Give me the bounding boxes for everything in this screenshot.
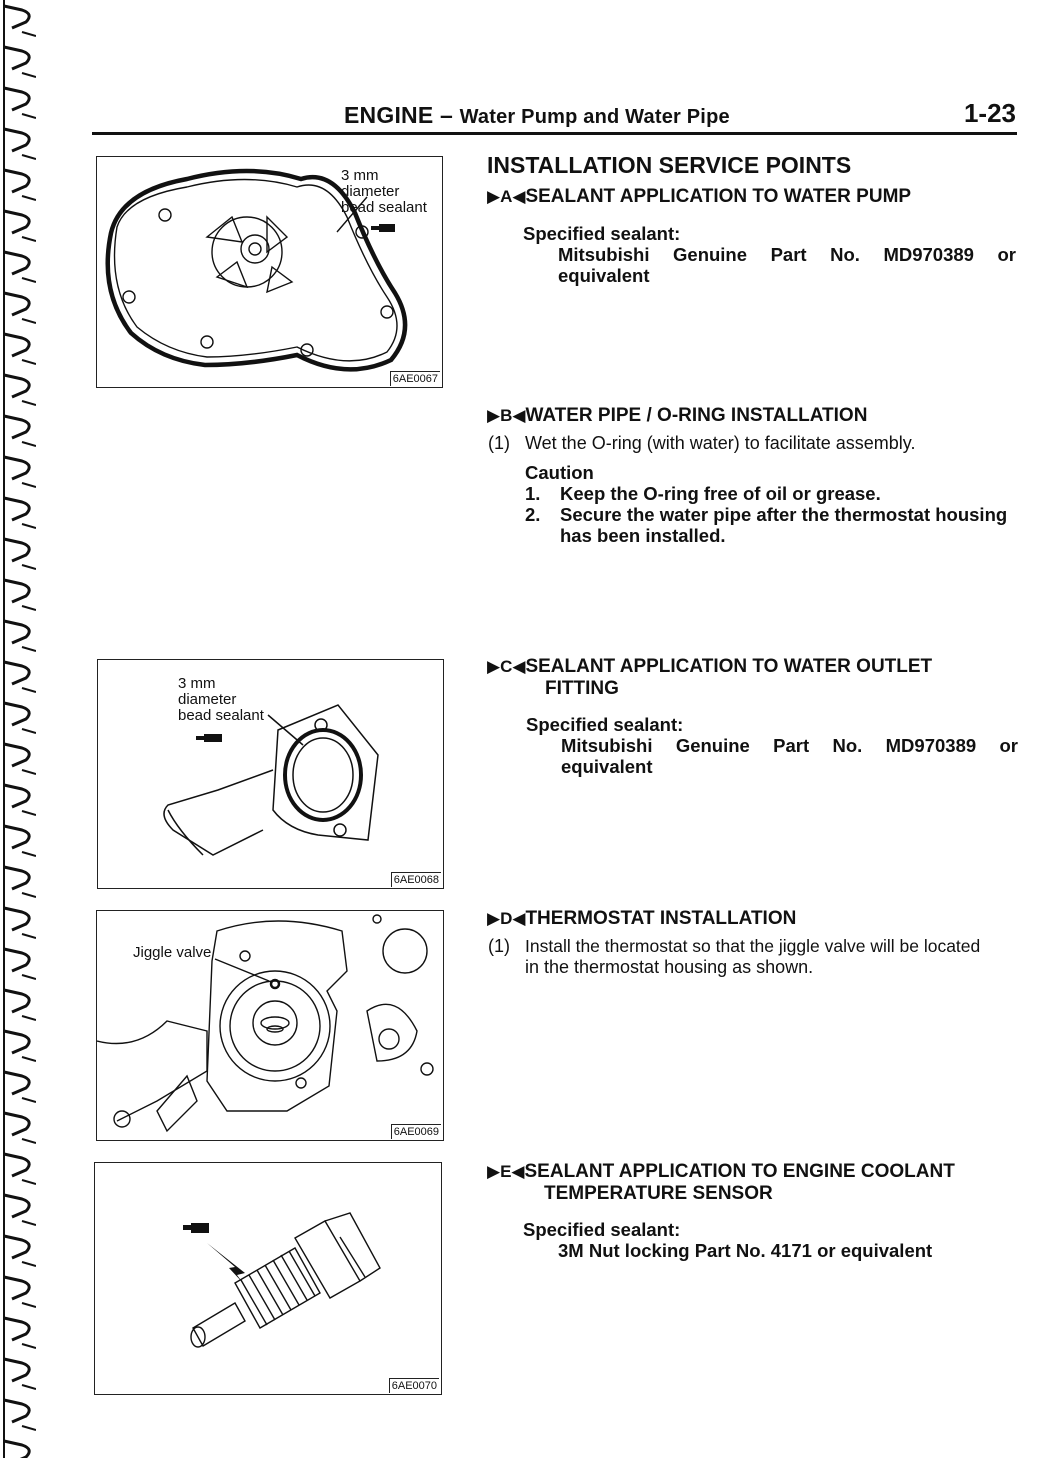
section-b-title: ▶B◀WATER PIPE / O-RING INSTALLATION: [487, 405, 868, 426]
binding-coil: [4, 1154, 29, 1176]
binding-coil: [4, 170, 29, 192]
binding-coil: [4, 1359, 29, 1381]
binding-coil: [4, 6, 29, 28]
binding-coil: [4, 416, 29, 438]
section-b-caution-1: 1. Keep the O-ring free of oil or grease.: [525, 483, 881, 504]
binding-coil: [4, 47, 29, 69]
page-number: 1-23: [963, 98, 1016, 128]
binding-coil: [4, 908, 29, 930]
section-b-caution-label: Caution: [525, 462, 594, 483]
binding-coil: [4, 1441, 29, 1458]
section-c-spec-line1: Mitsubishi Genuine Part No. MD970389 or: [561, 735, 1018, 756]
binding-coil: [4, 293, 29, 315]
section-b-caution-2: 2. Secure the water pipe after the thermostat housing: [525, 504, 1008, 525]
binding-coil: [4, 785, 29, 807]
binding-coil: [4, 744, 29, 766]
spiral-binding: [0, 0, 36, 1458]
binding-coil: [4, 1113, 29, 1135]
figure-3-label: Jiggle valve: [133, 944, 212, 961]
section-heading: INSTALLATION SERVICE POINTS: [487, 152, 852, 178]
binding-coil: [4, 580, 29, 602]
figure-water-pump: [96, 156, 443, 388]
sensor-illustration: [95, 1163, 441, 1394]
binding-coil: [4, 826, 29, 848]
header-dash: –: [439, 102, 453, 128]
figure-1-code: 6AE0067: [390, 371, 440, 386]
binding-coil: [4, 334, 29, 356]
binding-coil: [4, 457, 29, 479]
section-e-spec-line1: 3M Nut locking Part No. 4171 or equivalent: [558, 1240, 933, 1261]
section-a-title: ▶A◀SEALANT APPLICATION TO WATER PUMP: [487, 186, 912, 207]
section-d-title: ▶D◀THERMOSTAT INSTALLATION: [487, 908, 797, 929]
binding-coil: [4, 867, 29, 889]
section-c-spec-label: Specified sealant:: [526, 714, 684, 735]
section-c-title: ▶C◀SEALANT APPLICATION TO WATER OUTLET FITTING: [487, 656, 933, 699]
figure-water-outlet-fitting: [97, 659, 444, 889]
section-b-caution-2-cont: has been installed.: [560, 525, 726, 546]
section-c-spec-line2: equivalent: [561, 756, 653, 777]
figure-coolant-temperature-sensor: [94, 1162, 442, 1395]
header-subtitle: Water Pump and Water Pipe: [459, 106, 730, 128]
binding-coil: [4, 703, 29, 725]
section-a-spec-line2: equivalent: [558, 265, 650, 286]
binding-coil: [4, 88, 29, 110]
binding-coil: [4, 375, 29, 397]
binding-coil: [4, 1400, 29, 1422]
section-d-step: (1) Install the thermostat so that the jiggle valve will be located in the thermostat housing as shown.: [488, 936, 981, 977]
header-section: ENGINE: [344, 102, 434, 128]
figure-thermostat: [96, 910, 444, 1141]
figure-2-label: 3 mm diameter bead sealant: [178, 675, 264, 724]
binding-coil: [4, 1195, 29, 1217]
binding-coil: [4, 1031, 29, 1053]
binding-coil: [4, 949, 29, 971]
page-header-title: [344, 102, 730, 129]
figure-3-code: 6AE0069: [391, 1124, 441, 1139]
binding-coil: [4, 621, 29, 643]
binding-coil: [4, 1318, 29, 1340]
figure-2-code: 6AE0068: [391, 872, 441, 887]
binding-coil: [4, 1072, 29, 1094]
header-rule: [92, 132, 1017, 135]
binding-coil: [4, 990, 29, 1012]
figure-4-code: 6AE0070: [389, 1378, 439, 1393]
water-outlet-illustration: [98, 660, 443, 888]
binding-coil: [4, 1277, 29, 1299]
section-e-spec-label: Specified sealant:: [523, 1219, 681, 1240]
binding-coil: [4, 498, 29, 520]
binding-coil: [4, 539, 29, 561]
binding-coil: [4, 252, 29, 274]
section-e-title: ▶E◀SEALANT APPLICATION TO ENGINE COOLANT TEMPERATURE SENSOR: [487, 1161, 955, 1204]
binding-coil: [4, 1236, 29, 1258]
binding-coil: [4, 129, 29, 151]
binding-coil: [4, 662, 29, 684]
section-a-spec-line1: Mitsubishi Genuine Part No. MD970389 or: [558, 244, 1016, 265]
figure-1-label: 3 mm diameter bead sealant: [341, 167, 427, 216]
binding-coil: [4, 211, 29, 233]
section-a-spec-label: Specified sealant:: [523, 223, 681, 244]
